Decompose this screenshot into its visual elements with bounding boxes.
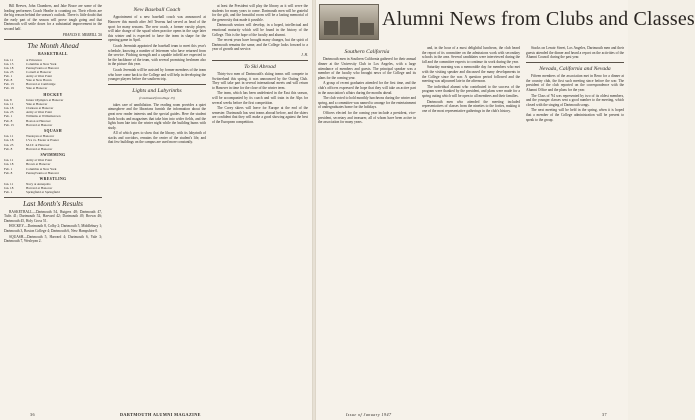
schedule-opponent: Yale at New Haven: [26, 78, 52, 83]
schedule-date: Jan. 25: [4, 70, 14, 75]
schedule-sport-title: BASKETBALL: [38, 52, 68, 57]
schedule-opponent: Army at West Point: [26, 74, 52, 79]
divider: [4, 197, 102, 198]
article-text: Saturday morning was a memorable day for members who met with the visiting speaker and discussed the many developments in the College since the war. A question period followed and the meeting was adjourned late in the afternoon.: [422, 65, 520, 84]
schedule-date: Jan. 11: [4, 182, 14, 187]
schedule-opponent: Boston at Hanover: [26, 118, 51, 123]
right-page: [316, 0, 695, 420]
schedule: [4, 52, 102, 194]
schedule-opponent: Junior Olympics at Hanover: [26, 98, 64, 103]
schedule-date: Jan. 15: [4, 61, 14, 66]
intro-paragraph: Bill Reeves, John Chambers, and Jake Bruce are some of the leading performers Coach Heathe is counting on. Their efforts are the big reason behind the season's outlook. There is little doubt that the early part of the season will prove tough going and that Dartmouth will settle down for a substantial improvement in the second half.: [4, 4, 102, 31]
right-column-1: [318, 46, 416, 126]
schedule-date: Feb. 15: [4, 82, 14, 87]
page-number: 36: [30, 412, 35, 417]
schedule-date: Feb. 1: [4, 74, 13, 79]
schedule-date: Feb. 8: [4, 78, 13, 83]
article-text: Dartmouth men who attended the meeting included representatives of classes from the nineties to the forties, making it one of the most representative gatherings in the club's history.: [422, 99, 520, 113]
schedule-opponent: Wesleyan at Hanover: [26, 134, 55, 139]
schedule-date: Feb. 1: [4, 190, 13, 195]
schedule-sport-title: WRESTLING: [39, 176, 67, 181]
lights-heading: Lights and Labyrinths: [132, 87, 182, 94]
southern-california-heading: Southern California: [344, 49, 390, 55]
schedule-date: Jan. 25: [4, 142, 14, 147]
schedule-opponent: Navy at Annapolis: [26, 182, 51, 187]
schedule-date: Feb. 15: [4, 122, 14, 127]
schedule-opponent: at Princeton: [26, 57, 42, 62]
schedule-opponent: Harvard at Cambridge: [26, 82, 56, 87]
continued-note: (Continued from Page 15): [139, 96, 175, 101]
schedule-date: Feb. 1: [4, 114, 13, 119]
schedule-sport-title: SQUASH: [43, 128, 62, 133]
page-number: 37: [602, 412, 607, 417]
article-text: Officers elected for the coming year include a president, vice-president, secretary and treasurer, all of whom have been active in the association for many years.: [318, 110, 416, 125]
article-text: The next meeting will be held in the spring, when it is hoped that a member of the College administration will be present to speak to the group.: [526, 108, 624, 122]
issue-date: Issue of January 1947: [346, 412, 392, 417]
article-text: A group of recent graduates attended for the first time, and the club's officers expressed the hope that they will take an active part in the association's affairs during the months ahead.: [318, 81, 416, 95]
schedule-date: Jan. 11: [4, 134, 14, 139]
divider: [108, 84, 206, 85]
article-text: Fifteen members of the association met in Reno for a dinner at the country club, the first such meeting since before the war. The president of the club reported on the correspondence with the Alumni Office and the plans for the year.: [526, 74, 624, 92]
schedule-sport-title: HOCKEY: [43, 92, 63, 97]
schedule-opponent: Clarkson at Hanover: [26, 106, 54, 111]
article-text: Dartmouth seniors will develop, in a hoped, intellectual and emotional maturity which will be found in the history of the College. This is the hope of the faculty and alumni.: [212, 23, 308, 37]
results-text: SQUASH—Dartmouth 5, Harvard 4; Dartmouth 6, Yale 3; Dartmouth 7, Wesleyan 2.: [4, 234, 102, 244]
article-text: All of which goes to show that the library, with its labyrinth of stacks and corridors, remains the center of the student's life, and that few buildings on the campus are used more constantly.: [108, 131, 206, 145]
article-text: Appointment of a new baseball coach was announced at Hanover this month after Jeff Tesreau had served as head of the sport for many seasons. The new coach, a former varsity player, will take charge of the squad when practice opens in the cage later this winter and is expected to have the team in shape for the opening game in April.: [108, 15, 206, 43]
article-text: The recent years have brought many changes, but the spirit of Dartmouth remains the same, and the College looks forward to a year of growth and service.: [212, 38, 308, 52]
article-text: The club voted to hold monthly luncheons during the winter and spring, and a committee was named to arrange for the entertainment of undergraduates home for the holidays.: [318, 96, 416, 110]
schedule-row: [4, 86, 102, 90]
masthead-title: Alumni News from Clubs and Classes: [382, 8, 695, 30]
schedule-date: Jan. 18: [4, 162, 14, 167]
schedule-opponent: Harvard at Hanover: [26, 146, 53, 151]
schedule-date: Jan. 8: [4, 98, 12, 103]
article-text: Coach Jeremiah appointed the baseball team to meet this year's schedule, knowing a number of lettermen who have returned from the service. Pitching strength and a capable infield are expected to be the backbone of the team, with several promising freshmen also in the picture this year.: [108, 43, 206, 67]
schedule-date: Feb. 1: [4, 166, 13, 171]
divider: [212, 60, 308, 61]
schedule-opponent: Harvard at Hanover: [26, 122, 53, 127]
schedule-opponent: Pennsylvania at Hanover: [26, 170, 59, 175]
right-column-3: [526, 46, 624, 123]
initials: J. H.: [301, 52, 308, 57]
magazine-name: DARTMOUTH ALUMNI MAGAZINE: [120, 412, 201, 417]
schedule-opponent: Springfield at Springfield: [26, 190, 60, 195]
schedule-date: Feb. 19: [4, 86, 14, 91]
right-column-2: [422, 46, 520, 114]
article-text: The Class of '94 was represented by two of its oldest members, and the younger classes sent a good number to the meeting, which closed with the singing of Dartmouth songs.: [526, 93, 624, 107]
article-text: and, in the hour of a most delightful luncheon, the club heard the report of its committee on the admissions work with secondary schools in the area. Several candidates were interviewed during the fall and the committee expects to continue its work during the year.: [422, 46, 520, 64]
month-ahead-title: The Month Ahead: [27, 42, 79, 51]
campus-photo: [319, 4, 379, 40]
schedule-opponent: Columbia at New York: [26, 166, 57, 171]
masthead: [316, 2, 695, 44]
schedule-date: Jan. 18: [4, 106, 14, 111]
results-text: BASKETBALL—Dartmouth 54, Rutgers 48; Dartmouth 47, Tufts 41; Dartmouth 52, Harvard 42; Dartmouth 49, Brown 46; Dartmouth 45, Holy Cross 51.: [4, 209, 102, 223]
schedule-sport-title: SWIMMING: [40, 152, 66, 157]
schedule-date: Jan. 11: [4, 102, 14, 107]
article-text: The Corey skiers will leave for Europe at the end of the semester. Dartmouth has sent teams abroad before, and the skiers are confident that they will make a good showing against the best of the European competition.: [212, 106, 308, 124]
baseball-coach-heading: New Baseball Coach: [133, 7, 181, 13]
schedule-opponent: Cornell at Hanover: [26, 70, 52, 75]
schedule-opponent: Yale at Hanover: [26, 102, 48, 107]
schedule-opponent: Army at West Point: [26, 110, 52, 115]
schedule-opponent: Brown at Hanover: [26, 162, 51, 167]
schedule-opponent: Pennsylvania at Hanover: [26, 65, 59, 70]
schedule-opponent: M.I.T. at Hanover: [26, 142, 50, 147]
article-text: Stacks on Lenoir Street, Los Angeles, Dartmouth men and their guests attended the dinner and heard a report on the activities of the Alumni Council during the past year.: [526, 46, 624, 60]
schedule-date: Jan. 18: [4, 138, 14, 143]
schedule-date: Jan. 25: [4, 110, 14, 115]
divider: [4, 39, 102, 40]
results-text: HOCKEY—Dartmouth 8, Colby 2; Dartmouth 5, Middlebury 1; Dartmouth 3, Boston College 4; Dartmouth 6, New Hampshire 0.: [4, 224, 102, 233]
schedule-row: [4, 123, 102, 127]
schedule-date: Jan. 11: [4, 57, 14, 62]
schedule-opponent: Columbia at New York: [26, 61, 57, 66]
left-column-1: [4, 4, 102, 245]
schedule-date: Jan. 18: [4, 186, 14, 191]
divider: [526, 62, 624, 63]
article-text: Dartmouth men in Southern California gathered for their annual dinner at the University Club in Los Angeles, with a large attendance of members and guests. The principal speaker was a member of the faculty who brought news of the College and its plans for the coming year.: [318, 57, 416, 80]
schedule-date: Feb. 8: [4, 146, 13, 151]
article-text: at least the President will play the library as it will serve the students for many years to come. Dartmouth men will be grateful for the gift, and the beautiful room will be a lasting memorial of the generosity that made it possible.: [212, 4, 308, 22]
article-text: The team, which has been undefeated in the East this season, will be accompanied by its coach and will train in the Alps for several weeks before the first competition.: [212, 91, 308, 105]
left-column-3: [212, 4, 308, 125]
left-page: [0, 0, 312, 420]
schedule-opponent: Williams at Williamstown: [26, 114, 61, 119]
schedule-opponent: J.V.s vs. Exeter at Exeter: [26, 138, 59, 143]
schedule-date: Feb. 8: [4, 170, 13, 175]
schedule-row: [4, 147, 102, 151]
left-column-2: [108, 4, 206, 146]
schedule-opponent: Yale at Hanover: [26, 86, 48, 91]
nevada-heading: Nevada, California and Nevada: [539, 65, 611, 72]
article-text: Thirty-two men of Dartmouth's skiing teams will compete in Switzerland this spring, it was announced by the Outing Club. They will take part in several international meets and will return to Hanover in time for the close of the winter term.: [212, 71, 308, 90]
article-text: takes care of annihilation. The reading room provides a quiet atmosphere and the librarians furnish the information about the great new reader interests and the special guides. Here the student finds books and magazines that take him into wider fields, and the lights burn late into the winter night while the building hums with study.: [108, 102, 206, 130]
ski-heading: To Ski Abroad: [244, 63, 276, 70]
schedule-row: [4, 190, 102, 194]
schedule-opponent: Army at West Point: [26, 158, 52, 163]
results-title: Last Month's Results: [23, 199, 83, 208]
schedule-opponent: Harvard at Hanover: [26, 186, 53, 191]
schedule-date: Jan. 11: [4, 158, 14, 163]
schedule-row: [4, 171, 102, 175]
schedule-date: Jan. 18: [4, 65, 14, 70]
schedule-date: Feb. 8: [4, 118, 13, 123]
article-text: The individual alumni who contributed to the success of the program were thanked by the president, and plans were made for a spring outing which will be open to all members and their families.: [422, 84, 520, 98]
signature: FRANCIS E. MERRILL '26: [62, 32, 102, 37]
article-text: Coach Jeremiah will be assisted by former members of the team who have come back to the College and will help in developing the younger players before the southern trip.: [108, 67, 206, 82]
